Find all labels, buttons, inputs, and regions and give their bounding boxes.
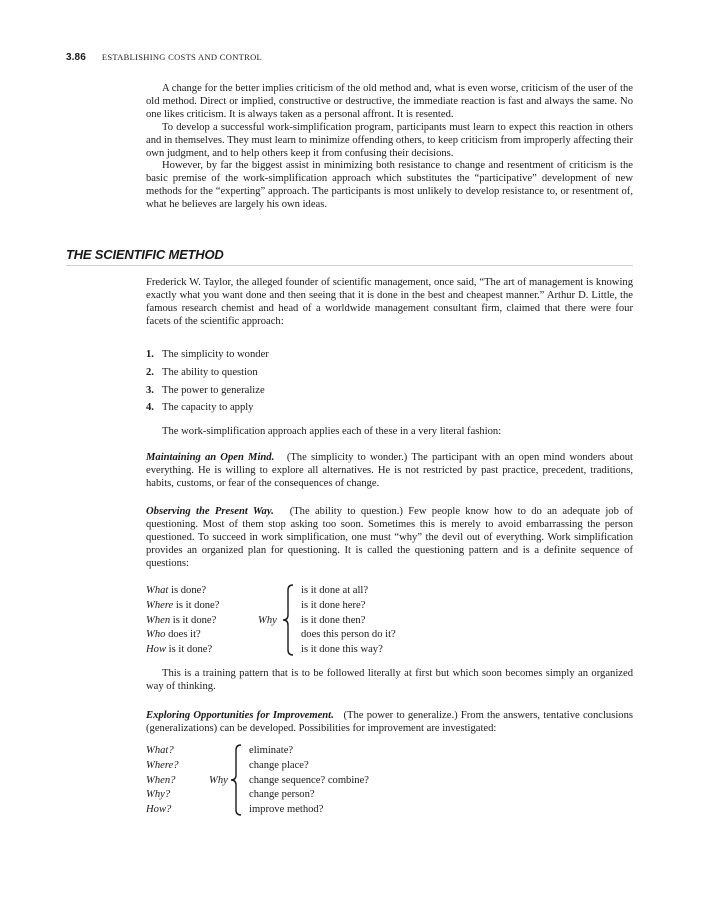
question-row: Who does it?	[146, 629, 201, 641]
paragraph-taylor: Frederick W. Taylor, the alleged founder of scientific management, once said, “The art of management is knowing exactly what you want done and then seeing that it is done in the best and cheapest manner.” Arthur D. Little, the famous research chemist and head of a worldwide management consultant firm, claimed that there were four facets of the scientific approach:	[146, 277, 633, 327]
runin-heading: Observing the Present Way.	[146, 506, 274, 517]
improvement-question-column	[146, 744, 179, 818]
followup-row: is it done this way?	[301, 644, 383, 656]
improvement-row: change person?	[249, 789, 315, 801]
runin-heading: Maintaining an Open Mind.	[146, 452, 275, 463]
paragraph-criticism: A change for the better implies criticism of the old method and, what is even worse, criticism of the user of the old method. Direct or implied, constructive or destructive, the immediate reaction is fast and always the same. No one likes criticism. It is always taken as a personal affront. It is resented.	[146, 83, 633, 120]
question-row: Where is it done?	[146, 599, 220, 611]
question-row: What?	[146, 745, 174, 756]
paragraph-assist: However, by far the biggest assist in minimizing both resistance to change and resentment of criticism is the basic premise of the work-simplification approach which substitutes the “participative” development of new methods for the “experting” approach. The participants is most unlikely to develop resistance to, or resentment of, what he believes are largely his own ideas.	[146, 160, 633, 211]
question-column	[146, 584, 219, 658]
runin-heading: Exploring Opportunities for Improvement.	[146, 710, 334, 721]
paragraph-training: This is a training pattern that is to be followed literally at first but which soon becomes simply an organized way of thinking.	[146, 668, 633, 692]
why-label: Why	[258, 614, 277, 626]
exploring-text	[146, 710, 633, 736]
followup-row: is it done at all?	[301, 585, 369, 596]
chapter-title: ESTABLISHING COSTS AND CONTROL	[101, 52, 263, 62]
followup-row: is it done here?	[301, 599, 366, 611]
improvement-row: change sequence? combine?	[249, 774, 369, 786]
followup-row: does this person do it?	[301, 629, 396, 641]
training-text	[146, 668, 633, 694]
brace-icon	[281, 584, 295, 656]
question-row: What is done?	[146, 585, 207, 596]
open-mind-text	[146, 452, 633, 491]
improvement-column	[249, 744, 369, 818]
facet-list	[146, 346, 269, 417]
question-row: How is it done?	[146, 644, 213, 656]
observing-text	[146, 506, 633, 571]
why-label: Why	[209, 774, 228, 786]
question-row: Where?	[146, 759, 179, 771]
improvement-row: change place?	[249, 759, 309, 771]
paragraph-observing: Observing the Present Way. (The ability to question.) Few people know how to do an adequate job of questioning. Most of them stop asking too soon. Sometimes this is merely to avoid embarrassing the person questioned. To succeed in work simplification, one must “why” the devil out of everything. Work simplification provides an organized plan for questioning. It is called the questioning pattern and is a definite sequence of questions:	[146, 506, 633, 569]
followup-row: is it done then?	[301, 614, 366, 626]
question-row: Why?	[146, 789, 171, 801]
brace-icon	[229, 744, 243, 816]
paragraph-exploring: Exploring Opportunities for Improvement. (The power to generalize.) From the answers, tentative conclusions (generalizations) can be developed. Possibilities for improvement are investigated:	[146, 710, 633, 734]
list-item: 1. The simplicity to wonder	[146, 349, 269, 360]
paragraph-program: To develop a successful work-simplification program, participants must learn to expect this reaction in others and in themselves. They must learn to minimize offending others, to keep criticism from improperly affecting their own judgment, and to help others keep it from confusing their decisions.	[146, 121, 633, 159]
improvement-row: improve method?	[249, 804, 324, 816]
followup-column	[301, 584, 396, 658]
list-item: 3. The power to generalize	[146, 384, 265, 396]
taylor-text	[146, 277, 633, 329]
question-row: How?	[146, 804, 172, 816]
question-row: When?	[146, 774, 176, 786]
paragraph-open-mind: Maintaining an Open Mind. (The simplicity to wonder.) The participant with an open mind wonders about everything. He is willing to explore all alternatives. He is not restricted by past practice, precedent, traditions, habits, customs, or fear of the consequences of change.	[146, 452, 634, 489]
improvement-row: eliminate?	[249, 745, 294, 756]
intro-text	[146, 83, 633, 212]
question-row: When is it done?	[146, 614, 217, 626]
applies-text	[146, 426, 633, 439]
list-item: 2. The ability to question	[146, 366, 258, 378]
page-number: 3.86	[66, 52, 86, 63]
paragraph-applies: The work-simplification approach applies each of these in a very literal fashion:	[162, 426, 502, 437]
list-item: 4. The capacity to apply	[146, 402, 254, 414]
running-head	[66, 52, 262, 63]
section-heading: THE SCIENTIFIC METHOD	[66, 247, 633, 266]
